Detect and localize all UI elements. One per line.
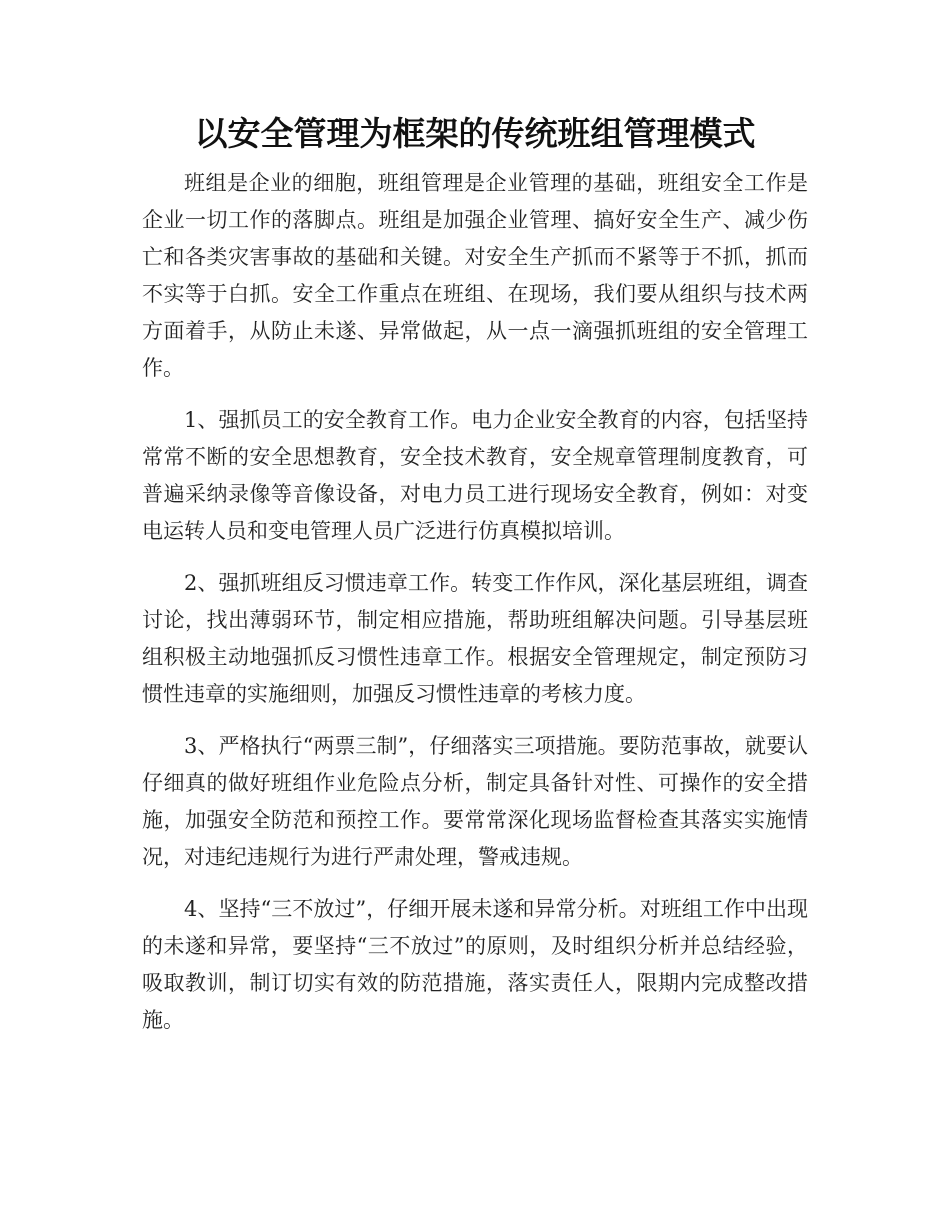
document-body: [142, 165, 808, 1054]
intro-paragraph: 班组是企业的细胞，班组管理是企业管理的基础，班组安全工作是企业一切工作的落脚点。班组是加强企业管理、搞好安全生产、减少伤亡和各类灾害事故的基础和关键。对安全生产抓而不紧等于不抓，抓而不实等于白抓。安全工作重点在班组、在现场，我们要从组织与技术两方面着手，从防止未遂、异常做起，从一点一滴强抓班组的安全管理工作。: [142, 171, 808, 380]
paragraph-safety-education: 1、强抓员工的安全教育工作。电力企业安全教育的内容，包括坚持常常不断的安全思想教育，安全技术教育，安全规章管理制度教育，可普遍采纳录像等音像设备，对电力员工进行现场安全教育，例如：对变电运转人员和变电管理人员广泛进行仿真模拟培训。: [142, 408, 808, 543]
paragraph-anti-violation: 2、强抓班组反习惯违章工作。转变工作作风，深化基层班组，调查讨论，找出薄弱环节，制定相应措施，帮助班组解决问题。引导基层班组积极主动地强抓反习惯性违章工作。根据安全管理规定，制定预防习惯性违章的实施细则，加强反习惯性违章的考核力度。: [142, 571, 808, 706]
document-title: 以安全管理为框架的传统班组管理模式: [194, 114, 756, 153]
paragraph-two-tickets: 3、严格执行“两票三制”，仔细落实三项措施。要防范事故，就要认仔细真的做好班组作业危险点分析，制定具备针对性、可操作的安全措施，加强安全防范和预控工作。要常常深化现场监督检查其落实实施情况，对违纪违规行为进行严肃处理，警戒违规。: [142, 734, 808, 869]
paragraph-three-not-pass: 4、坚持“三不放过”，仔细开展未遂和异常分析。对班组工作中出现的未遂和异常，要坚持“三不放过”的原则，及时组织分析并总结经验，吸取教训，制订切实有效的防范措施，落实责任人，限期内完成整改措施。: [142, 897, 808, 1032]
